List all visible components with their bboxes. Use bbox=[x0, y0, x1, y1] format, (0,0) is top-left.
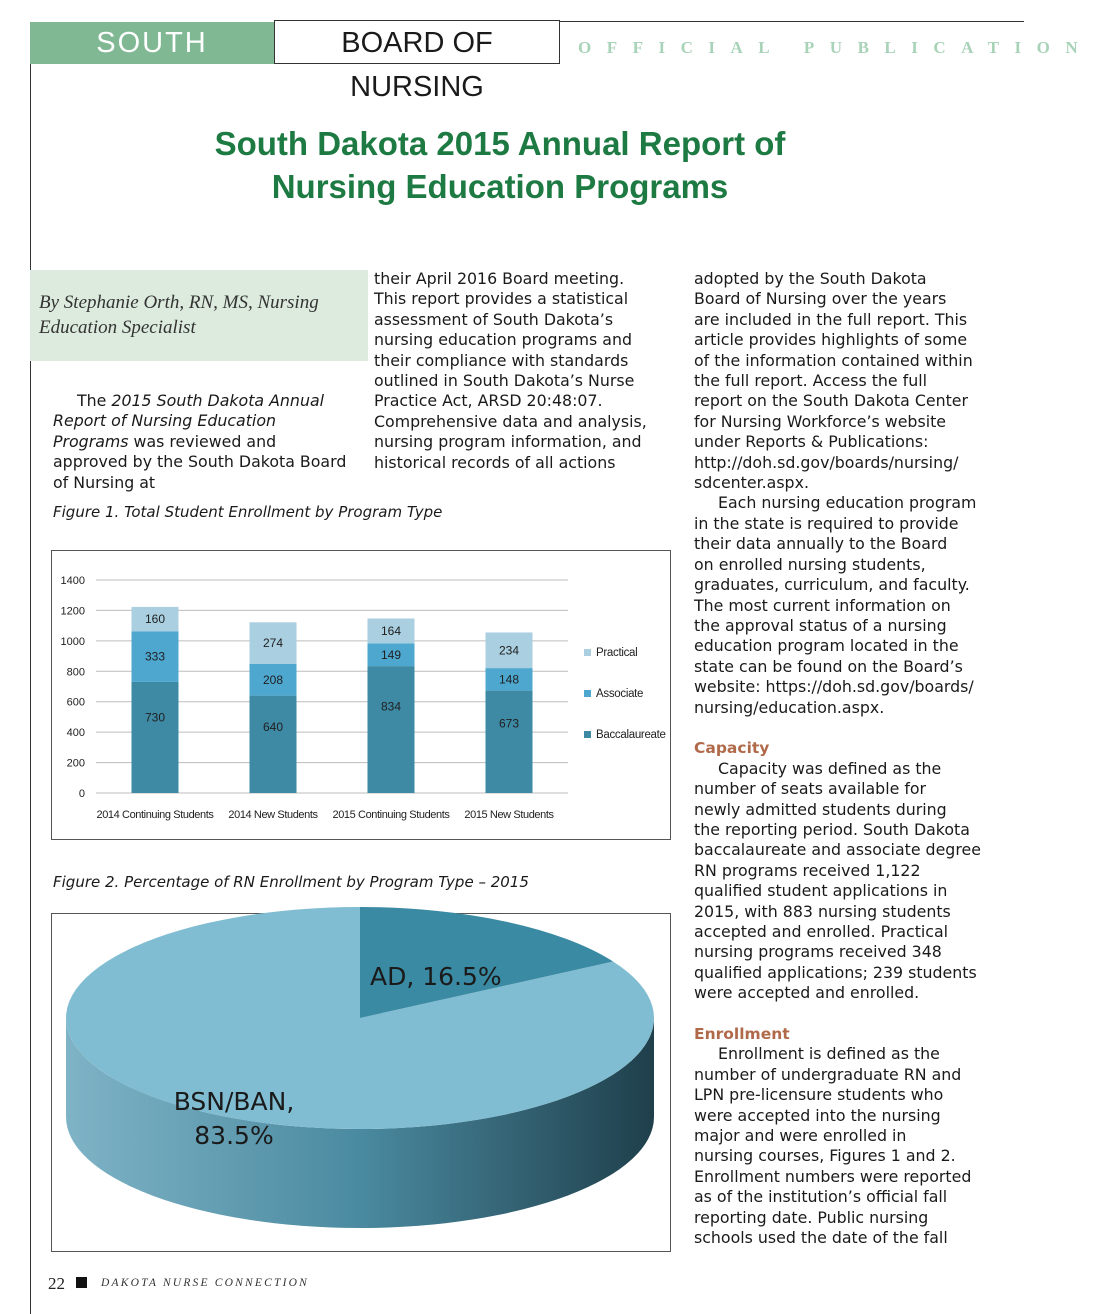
data-label: 834 bbox=[380, 699, 402, 714]
text-line: qualified student applications in bbox=[694, 881, 948, 901]
intro-paragraph bbox=[53, 391, 353, 493]
text-line: report on the South Dakota Center bbox=[694, 391, 969, 411]
text-line: Enrollment numbers were reported bbox=[694, 1166, 972, 1186]
column-3-paragraph-2 bbox=[694, 493, 1004, 717]
text-line: nursing/education.aspx. bbox=[694, 697, 885, 717]
intro-text: The bbox=[77, 391, 112, 410]
pie-label-bsn-line2: 83.5% bbox=[194, 1121, 274, 1150]
text-line: are included in the full report. This bbox=[694, 309, 968, 329]
text-line: major and were enrolled in bbox=[694, 1126, 907, 1146]
text-line: Practice Act, ARSD 20:48:07. bbox=[374, 391, 603, 411]
text-line: baccalaureate and associate degree bbox=[694, 840, 981, 860]
legend-label: Practical bbox=[596, 647, 638, 659]
enrollment-bar-chart bbox=[52, 551, 670, 839]
column-3-paragraph-1 bbox=[694, 269, 1004, 493]
data-label: 164 bbox=[380, 623, 402, 638]
y-tick-label: 1400 bbox=[60, 575, 85, 587]
text-line: 2015, with 883 nursing students bbox=[694, 901, 951, 921]
x-category-label: 2014 Continuing Students bbox=[96, 809, 214, 821]
text-line: in the state is required to provide bbox=[694, 513, 959, 533]
text-line: reporting date. Public nursing bbox=[694, 1207, 929, 1227]
text-line: were accepted and enrolled. bbox=[694, 983, 920, 1003]
article-title-line2: Nursing Education Programs bbox=[271, 168, 729, 205]
pie-label-bsn-line1: BSN/BAN, bbox=[173, 1087, 295, 1116]
capacity-paragraph bbox=[694, 759, 1004, 1004]
bar-segment-baccalaureate bbox=[250, 696, 297, 793]
text-line: historical records of all actions bbox=[374, 452, 616, 472]
text-line: RN programs received 1,122 bbox=[694, 860, 921, 880]
text-line: Capacity was defined as the bbox=[718, 758, 942, 778]
text-line: state can be found on the Board’s bbox=[694, 656, 963, 676]
y-tick-label: 400 bbox=[66, 727, 85, 740]
text-line: assessment of South Dakota’s bbox=[374, 309, 614, 329]
byline: By Stephanie Orth, RN, MS, Nursing Education Specialist bbox=[30, 270, 368, 361]
footer-square-bullet bbox=[76, 1277, 87, 1288]
legend-swatch-baccalaureate bbox=[584, 731, 591, 738]
text-line: article provides highlights of some bbox=[694, 330, 968, 350]
pie-label-ad: AD, 16.5% bbox=[370, 962, 502, 991]
text-line: website: https://doh.sd.gov/boards/ bbox=[694, 677, 974, 697]
data-label: 333 bbox=[144, 649, 166, 664]
y-tick-label: 1000 bbox=[60, 635, 85, 648]
text-line: Enrollment is defined as the bbox=[718, 1044, 940, 1064]
text-line: on enrolled nursing students, bbox=[694, 554, 926, 574]
data-label: 673 bbox=[498, 716, 520, 731]
intro-text-rest: was reviewed and approved by the South Dakota Board of Nursing at bbox=[53, 431, 347, 492]
column-2 bbox=[374, 269, 674, 473]
header-rule bbox=[560, 21, 1024, 22]
y-tick-label: 1200 bbox=[60, 605, 85, 618]
legend-swatch-practical bbox=[584, 649, 591, 656]
text-line: sdcenter.aspx. bbox=[694, 473, 809, 493]
data-label: 640 bbox=[262, 719, 284, 734]
rn-enrollment-pie-chart bbox=[52, 914, 670, 1251]
text-line: nursing courses, Figures 1 and 2. bbox=[694, 1146, 956, 1166]
masthead-board: BOARD OF NURSING bbox=[274, 20, 560, 64]
text-line: nursing education programs and bbox=[374, 330, 633, 350]
y-tick-label: 800 bbox=[66, 666, 85, 679]
figure-1-caption: Figure 1. Total Student Enrollment by Program Type bbox=[53, 503, 443, 521]
text-line: graduates, curriculum, and faculty. bbox=[694, 575, 970, 595]
data-label: 148 bbox=[498, 672, 520, 687]
text-line: schools used the date of the fall bbox=[694, 1228, 948, 1248]
text-line: education program located in the bbox=[694, 636, 959, 656]
text-line: as of the institution’s official fall bbox=[694, 1187, 948, 1207]
text-line: LPN pre-licensure students who bbox=[694, 1085, 944, 1105]
text-line: Board of Nursing over the years bbox=[694, 289, 947, 309]
text-line: under Reports & Publications: bbox=[694, 432, 929, 452]
data-label: 234 bbox=[498, 643, 520, 658]
text-line: adopted by the South Dakota bbox=[694, 269, 927, 288]
y-tick-label: 600 bbox=[66, 696, 85, 709]
legend-label: Associate bbox=[596, 688, 644, 700]
enrollment-paragraph bbox=[694, 1044, 1004, 1248]
text-line: qualified applications; 239 students bbox=[694, 962, 977, 982]
text-line: were accepted into the nursing bbox=[694, 1105, 941, 1125]
enrollment-heading: Enrollment bbox=[694, 1025, 790, 1043]
data-label: 149 bbox=[380, 647, 402, 662]
masthead-state: SOUTH DAKOTA bbox=[30, 22, 274, 64]
article-title-line1: South Dakota 2015 Annual Report of bbox=[214, 125, 786, 162]
left-border-rule bbox=[30, 64, 31, 1314]
column-1 bbox=[53, 391, 353, 493]
legend-swatch-associate bbox=[584, 690, 591, 697]
x-category-label: 2015 New Students bbox=[464, 809, 554, 821]
figure-2-caption: Figure 2. Percentage of RN Enrollment by Program Type – 2015 bbox=[53, 873, 529, 891]
bar-segment-baccalaureate bbox=[486, 691, 533, 793]
column-2-paragraph bbox=[374, 269, 674, 473]
legend-label: Baccalaureate bbox=[596, 729, 666, 741]
y-tick-label: 0 bbox=[78, 788, 85, 800]
text-line: their compliance with standards bbox=[374, 350, 629, 370]
capacity-heading: Capacity bbox=[694, 739, 770, 758]
x-category-label: 2014 New Students bbox=[228, 809, 318, 821]
text-line: for Nursing Workforce’s website bbox=[694, 411, 946, 431]
text-line: newly admitted students during bbox=[694, 799, 947, 819]
y-tick-label: 200 bbox=[66, 757, 85, 770]
report-title-italic: 2015 South Dakota Annual Report of Nursing Education Programs bbox=[53, 391, 325, 451]
figure-2-frame bbox=[51, 913, 671, 1252]
text-line: number of undergraduate RN and bbox=[694, 1064, 962, 1084]
bar-segment-baccalaureate bbox=[368, 666, 415, 793]
text-line: nursing program information, and bbox=[374, 432, 642, 452]
text-line: http://doh.sd.gov/boards/nursing/ bbox=[694, 452, 959, 472]
figure-1-frame bbox=[51, 550, 671, 840]
data-label: 208 bbox=[262, 672, 284, 687]
text-line: Each nursing education program bbox=[718, 493, 977, 513]
page-number: 22 bbox=[48, 1274, 65, 1293]
publication-name: DAKOTA NURSE CONNECTION bbox=[101, 1277, 310, 1289]
text-line: nursing programs received 348 bbox=[694, 942, 942, 962]
text-line: outlined in South Dakota’s Nurse bbox=[374, 371, 635, 391]
text-line: their data annually to the Board bbox=[694, 534, 948, 554]
text-line: This report provides a statistical bbox=[374, 289, 629, 309]
text-line: the reporting period. South Dakota bbox=[694, 819, 970, 839]
text-line: of the information contained within bbox=[694, 350, 973, 370]
article-title bbox=[100, 122, 900, 208]
text-line: accepted and enrolled. Practical bbox=[694, 921, 949, 941]
column-3 bbox=[694, 269, 1004, 1248]
text-line: their April 2016 Board meeting. bbox=[374, 269, 625, 288]
x-category-label: 2015 Continuing Students bbox=[332, 809, 450, 821]
data-label: 730 bbox=[144, 710, 166, 725]
text-line: the approval status of a nursing bbox=[694, 615, 947, 635]
text-line: Comprehensive data and analysis, bbox=[374, 411, 647, 431]
bar-segment-baccalaureate bbox=[132, 682, 179, 793]
data-label: 274 bbox=[262, 636, 284, 651]
official-publication-label: OFFICIAL PUBLICATION bbox=[578, 38, 1093, 57]
text-line: the full report. Access the full bbox=[694, 371, 928, 391]
text-line: The most current information on bbox=[694, 595, 951, 615]
data-label: 160 bbox=[144, 612, 166, 627]
text-line: number of seats available for bbox=[694, 779, 927, 799]
